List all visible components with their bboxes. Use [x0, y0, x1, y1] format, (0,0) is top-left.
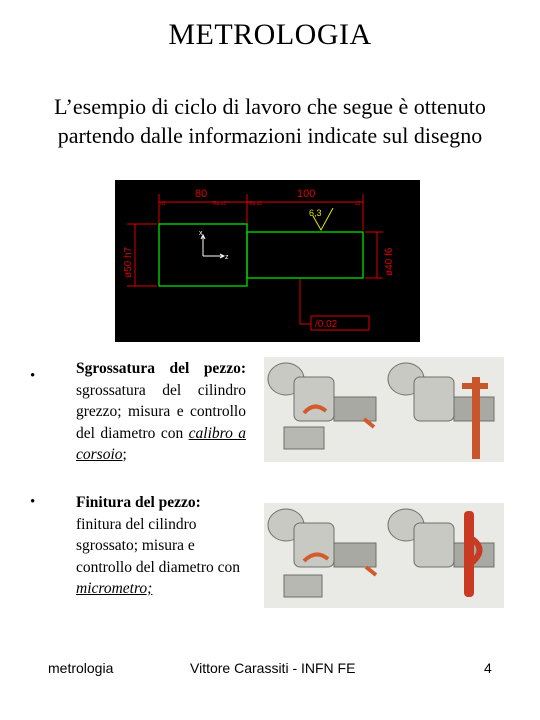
axis-label-x: x: [199, 230, 203, 237]
axis-label-z: z: [225, 254, 229, 261]
caliper-link[interactable]: calibro a corsoio: [76, 424, 246, 463]
step-roughing-heading: Sgrossatura del pezzo:: [76, 360, 246, 377]
step-finishing-heading: Finitura del pezzo:: [76, 494, 201, 511]
bullet-2: •: [30, 494, 36, 510]
dim-100-label: 100: [297, 188, 316, 200]
step-finishing-text: [76, 492, 246, 600]
dim-80-label: 80: [195, 188, 208, 200]
step-roughing-text: [76, 358, 246, 466]
footer-author: Vittore Carassiti - INFN FE: [190, 660, 356, 676]
intro-paragraph: L’esempio di ciclo di lavoro che segue è ottenuto partendo dalle informazioni indicate sul disegno: [54, 94, 486, 148]
dim-right-label: ø40 f6: [384, 247, 395, 276]
bullet-1: •: [30, 368, 36, 384]
roughness-label: 6,3: [309, 208, 322, 218]
page-title: METROLOGIA: [168, 18, 372, 51]
small-label-1: a1: [160, 201, 166, 207]
dim-left-label: ø50 h7: [123, 246, 134, 278]
step-finishing-body: finitura del cilindro sgrossato; misura e controllo del diametro con: [76, 515, 240, 576]
small-label-4: a1: [355, 201, 361, 207]
step-roughing-body: sgrossatura del cilindro grezzo; misura e controllo del diametro con: [76, 381, 246, 442]
step-roughing-end: ;: [122, 446, 127, 463]
page-number: 4: [484, 660, 492, 676]
micrometer-link[interactable]: micrometro;: [76, 580, 153, 597]
small-label-2: Ra a1: [213, 201, 227, 207]
roughing-illustration: [264, 357, 504, 462]
technical-drawing: [115, 180, 420, 342]
tolerance-label: /0.02: [315, 319, 338, 330]
footer-left: metrologia: [48, 660, 114, 676]
small-label-3: Ra a1: [249, 201, 263, 207]
finishing-illustration: [264, 503, 504, 608]
